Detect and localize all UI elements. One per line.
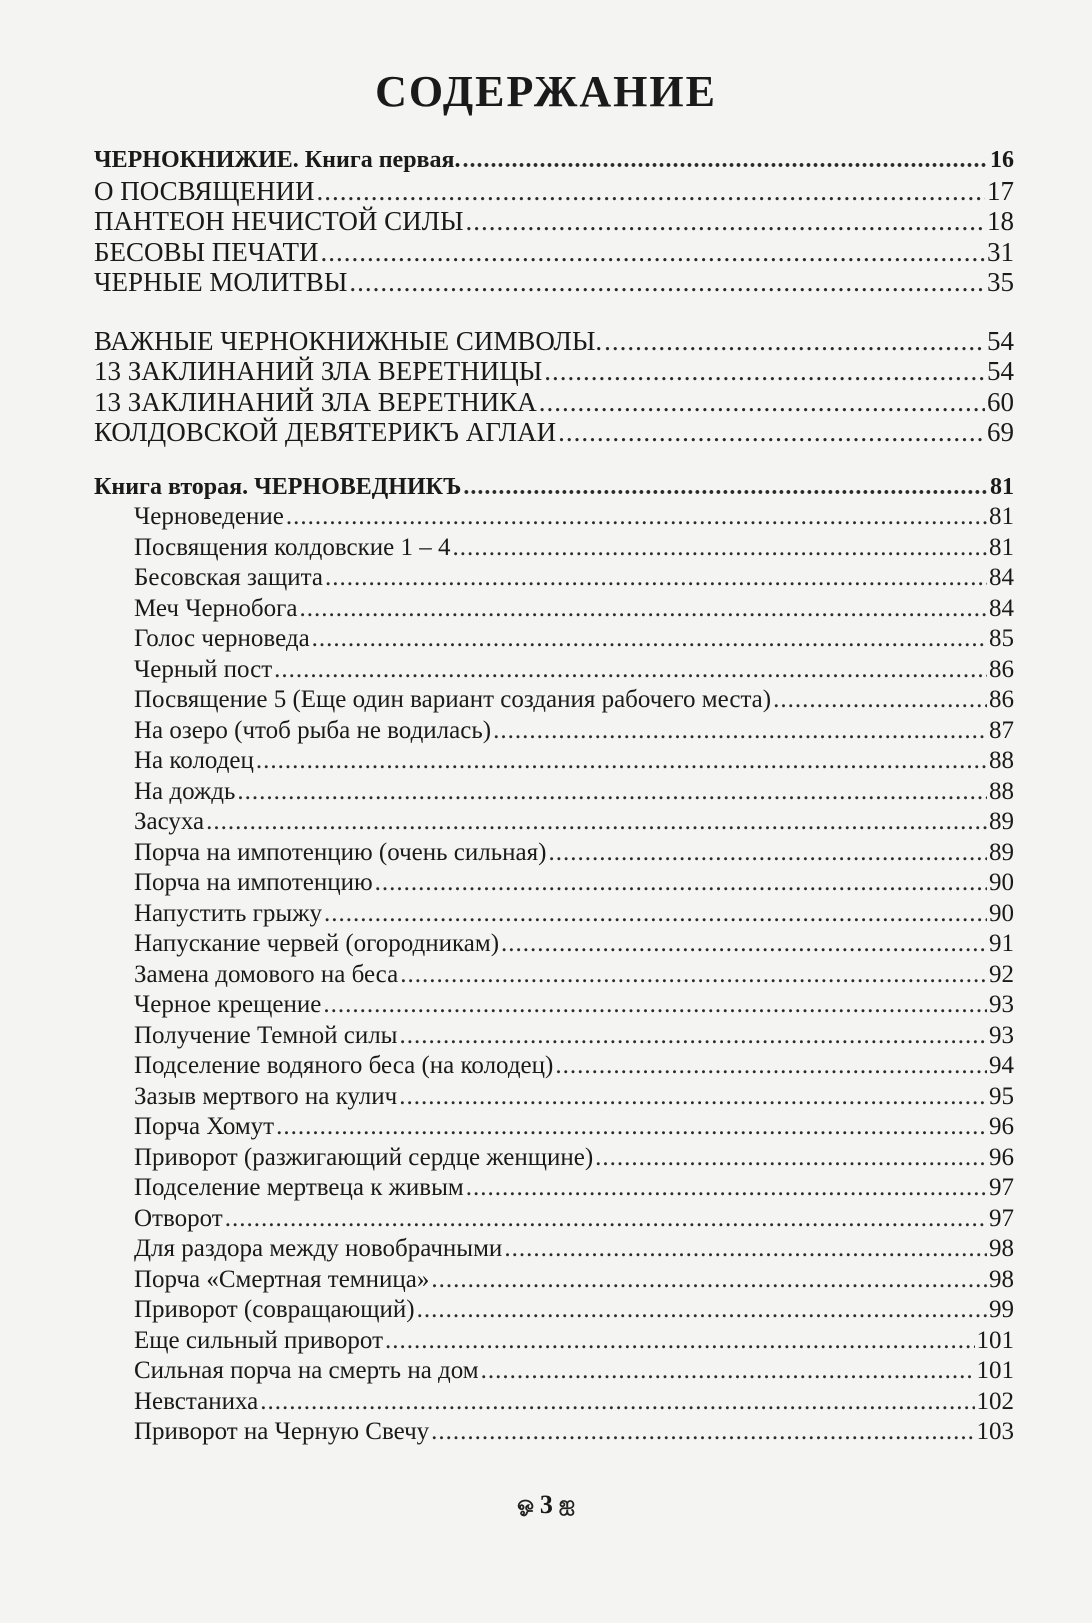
toc-entry-title: Черное крещение bbox=[134, 991, 322, 1018]
toc-entry-title: Получение Темной силы bbox=[134, 1021, 398, 1049]
toc-entry-page: 98 bbox=[989, 1235, 1014, 1262]
dot-leader bbox=[276, 1112, 987, 1143]
page-footer bbox=[0, 1490, 1092, 1520]
dot-leader bbox=[417, 1295, 987, 1326]
toc-entry-page: 81 bbox=[989, 533, 1014, 561]
toc-entry-title: 13 ЗАКЛИНАНИЙ ЗЛА ВЕРЕТНИЦЫ bbox=[94, 356, 543, 386]
toc-entry-page: 96 bbox=[989, 1113, 1014, 1140]
dot-leader bbox=[349, 267, 985, 298]
toc-entry-page: 31 bbox=[987, 236, 1014, 267]
toc-entry-page: 97 bbox=[989, 1204, 1014, 1232]
toc-entry bbox=[94, 807, 1014, 838]
toc-entry-title: Отворот bbox=[134, 1204, 223, 1232]
dot-leader bbox=[325, 563, 987, 594]
toc-entry-page: 85 bbox=[989, 625, 1014, 652]
toc-entry-page: 86 bbox=[989, 686, 1014, 713]
dot-leader bbox=[237, 777, 987, 808]
ornament-left-icon: ஓ bbox=[517, 1492, 534, 1515]
spacer bbox=[94, 298, 1014, 326]
toc-entry-title: Посвящение 5 (Еще один вариант создания рабочего места) bbox=[134, 686, 772, 713]
toc-entry-page: 16 bbox=[990, 147, 1014, 173]
toc-entry bbox=[94, 868, 1014, 899]
toc-entry-page: 86 bbox=[989, 655, 1014, 683]
toc-entry bbox=[94, 1417, 1014, 1448]
toc-entry-title: На дождь bbox=[134, 777, 236, 805]
toc-entry bbox=[94, 1173, 1014, 1204]
toc-entry-page: 84 bbox=[989, 594, 1014, 622]
toc-entry-title: Голос черноведа bbox=[134, 625, 310, 652]
toc-entry bbox=[94, 960, 1014, 991]
toc-entry-title: Порча Хомут bbox=[134, 1113, 275, 1140]
toc-entry-page: 96 bbox=[989, 1143, 1014, 1171]
toc-entry bbox=[94, 417, 1014, 448]
toc-entry-title: Невстаниха bbox=[134, 1387, 259, 1415]
toc-entry-title: Подселение мертвеца к живым bbox=[134, 1174, 464, 1201]
toc-entry-page: 99 bbox=[989, 1296, 1014, 1323]
dot-leader bbox=[323, 990, 987, 1021]
toc-entry-page: 97 bbox=[989, 1174, 1014, 1201]
toc-entry-page: 102 bbox=[976, 1387, 1014, 1415]
toc-entry-page: 81 bbox=[989, 503, 1014, 530]
toc-entry-page: 101 bbox=[976, 1357, 1014, 1384]
dot-leader bbox=[256, 746, 987, 777]
toc-entry-page: 98 bbox=[989, 1265, 1014, 1293]
toc-entry-page: 88 bbox=[989, 747, 1014, 774]
toc-entry bbox=[94, 176, 1014, 207]
spacer bbox=[94, 448, 1014, 472]
toc-entry-title: Засуха bbox=[134, 808, 205, 835]
dot-leader bbox=[324, 899, 987, 930]
toc-entry-page: 89 bbox=[989, 838, 1014, 866]
toc-entry-title: Напустить грыжу bbox=[134, 899, 323, 927]
toc-entry-title: ЧЕРНОКНИЖИЕ. Книга первая. bbox=[94, 147, 461, 173]
toc-entry-page: 35 bbox=[987, 267, 1014, 297]
toc-entry bbox=[94, 387, 1014, 418]
toc-entry-page: 88 bbox=[989, 777, 1014, 805]
dot-leader bbox=[493, 716, 987, 747]
toc-entry-page: 81 bbox=[990, 473, 1014, 500]
toc-entry-title: Приворот на Черную Свечу bbox=[134, 1418, 430, 1445]
toc-entry-page: 89 bbox=[989, 808, 1014, 835]
dot-leader bbox=[400, 960, 987, 991]
toc-entry bbox=[94, 624, 1014, 655]
dot-leader bbox=[399, 1021, 987, 1052]
toc-entry-page: 103 bbox=[976, 1418, 1014, 1445]
toc-entry bbox=[94, 1295, 1014, 1326]
toc-entry-title: Приворот (разжигающий сердце женщине) bbox=[134, 1143, 594, 1171]
toc-entry-title: ПАНТЕОН НЕЧИСТОЙ СИЛЫ bbox=[94, 206, 464, 236]
toc-entry bbox=[94, 594, 1014, 625]
toc-entry-title: Черный пост bbox=[134, 655, 273, 683]
toc-entry-title: КОЛДОВСКОЙ ДЕВЯТЕРИКЪ АГЛАИ bbox=[94, 417, 557, 447]
dot-leader bbox=[604, 326, 985, 357]
dot-leader bbox=[548, 838, 987, 869]
toc-entry-page: 54 bbox=[987, 325, 1014, 356]
toc-entry-page: 84 bbox=[989, 564, 1014, 591]
toc-entry-title: Бесовская защита bbox=[134, 564, 323, 591]
dot-leader bbox=[595, 1143, 987, 1174]
dot-leader bbox=[481, 1356, 975, 1387]
toc-entry-page: 93 bbox=[989, 1021, 1014, 1049]
dot-leader bbox=[225, 1204, 987, 1235]
toc-entry-page: 17 bbox=[987, 175, 1014, 206]
toc-entry-page: 94 bbox=[989, 1052, 1014, 1079]
dot-leader bbox=[544, 356, 985, 387]
dot-leader bbox=[399, 1082, 987, 1113]
toc-entry bbox=[94, 1387, 1014, 1418]
toc-part-header bbox=[94, 472, 1014, 503]
dot-leader bbox=[504, 1234, 987, 1265]
toc-entry-title: Книга вторая. ЧЕРНОВЕДНИКЪ bbox=[94, 473, 462, 500]
toc-entry-title: Сильная порча на смерть на дом bbox=[134, 1357, 479, 1384]
toc-entry bbox=[94, 502, 1014, 533]
dot-leader bbox=[300, 594, 988, 625]
toc-entry-title: ЧЕРНЫЕ МОЛИТВЫ bbox=[94, 267, 348, 297]
toc-entry bbox=[94, 1265, 1014, 1296]
dot-leader bbox=[260, 1387, 974, 1418]
toc-entry bbox=[94, 655, 1014, 686]
toc-entry-page: 91 bbox=[989, 930, 1014, 957]
toc-entry-page: 60 bbox=[987, 386, 1014, 417]
toc-entry-page: 93 bbox=[989, 991, 1014, 1018]
toc-entry-title: Приворот (совращающий) bbox=[134, 1296, 415, 1323]
dot-leader bbox=[206, 807, 987, 838]
toc-entry-page: 18 bbox=[987, 206, 1014, 236]
toc-entry bbox=[94, 1326, 1014, 1357]
toc-entry bbox=[94, 1143, 1014, 1174]
toc-entry bbox=[94, 206, 1014, 237]
toc-entry bbox=[94, 267, 1014, 298]
toc-entry-title: Подселение водяного беса (на колодец) bbox=[134, 1052, 554, 1079]
dot-leader bbox=[466, 1173, 987, 1204]
toc-entry-title: Черноведение bbox=[134, 503, 284, 530]
toc-entry bbox=[94, 1234, 1014, 1265]
toc-entry bbox=[94, 929, 1014, 960]
toc-entry-page: 101 bbox=[976, 1326, 1014, 1354]
toc-entry bbox=[94, 1204, 1014, 1235]
toc-entry-title: Порча на импотенцию (очень сильная) bbox=[134, 838, 547, 866]
toc-entry-title: ВАЖНЫЕ ЧЕРНОКНИЖНЫЕ СИМВОЛЫ. bbox=[94, 325, 603, 356]
toc-entry-title: БЕСОВЫ ПЕЧАТИ bbox=[94, 236, 319, 267]
page-title: СОДЕРЖАНИЕ bbox=[375, 67, 717, 116]
toc-entry-title: На озеро (чтоб рыба не водилась) bbox=[134, 716, 492, 744]
dot-leader bbox=[463, 145, 989, 176]
dot-leader bbox=[375, 868, 987, 899]
toc-entry-title: Для раздора между новобрачными bbox=[134, 1235, 503, 1262]
toc-entry-title: О ПОСВЯЩЕНИИ bbox=[94, 175, 315, 206]
dot-leader bbox=[501, 929, 987, 960]
toc-entry bbox=[94, 1356, 1014, 1387]
toc-entry bbox=[94, 1082, 1014, 1113]
toc-entry bbox=[94, 1051, 1014, 1082]
dot-leader bbox=[312, 624, 987, 655]
toc-entry bbox=[94, 899, 1014, 930]
dot-leader bbox=[286, 502, 987, 533]
toc-entry-page: 87 bbox=[989, 716, 1014, 744]
toc-entry-page: 69 bbox=[987, 417, 1014, 447]
dot-leader bbox=[452, 533, 987, 564]
toc-entry bbox=[94, 326, 1014, 357]
toc-entry-page: 90 bbox=[989, 869, 1014, 896]
dot-leader bbox=[539, 387, 985, 418]
toc-entry-title: Посвящения колдовские 1 – 4 bbox=[134, 533, 451, 561]
toc-entry bbox=[94, 990, 1014, 1021]
ornament-right-icon: ஐ bbox=[558, 1492, 575, 1515]
toc-entry-title: 13 ЗАКЛИНАНИЙ ЗЛА ВЕРЕТНИКА bbox=[94, 386, 537, 417]
toc-entry-page: 92 bbox=[989, 960, 1014, 988]
toc-entry-page: 90 bbox=[989, 899, 1014, 927]
toc-entry-title: Меч Чернобога bbox=[134, 594, 298, 622]
dot-leader bbox=[431, 1417, 974, 1448]
toc-entry-title: Замена домового на беса bbox=[134, 960, 399, 988]
dot-leader bbox=[316, 176, 985, 207]
toc-entry-title: Порча «Смертная темница» bbox=[134, 1265, 430, 1293]
dot-leader bbox=[463, 472, 988, 503]
toc-entry-title: Еще сильный приворот bbox=[134, 1326, 384, 1354]
page-number: 3 bbox=[539, 1490, 553, 1519]
dot-leader bbox=[385, 1326, 974, 1357]
toc-entry-page: 95 bbox=[989, 1082, 1014, 1110]
toc-entry bbox=[94, 716, 1014, 747]
toc-entry bbox=[94, 563, 1014, 594]
toc-entry-title: Напускание червей (огородникам) bbox=[134, 930, 500, 957]
toc-entry-title: На колодец bbox=[134, 747, 254, 774]
dot-leader bbox=[555, 1051, 987, 1082]
toc-entry bbox=[94, 685, 1014, 716]
toc-entry-page: 54 bbox=[987, 356, 1014, 386]
table-of-contents bbox=[94, 145, 1014, 1448]
toc-entry bbox=[94, 356, 1014, 387]
toc-part-header bbox=[94, 145, 1014, 176]
toc-entry bbox=[94, 838, 1014, 869]
toc-entry bbox=[94, 1021, 1014, 1052]
dot-leader bbox=[558, 417, 985, 448]
toc-entry bbox=[94, 533, 1014, 564]
dot-leader bbox=[773, 685, 987, 716]
dot-leader bbox=[320, 237, 985, 268]
toc-entry-title: Зазыв мертвого на кулич bbox=[134, 1082, 398, 1110]
toc-entry bbox=[94, 746, 1014, 777]
dot-leader bbox=[274, 655, 987, 686]
dot-leader bbox=[431, 1265, 987, 1296]
toc-entry bbox=[94, 1112, 1014, 1143]
toc-entry bbox=[94, 237, 1014, 268]
dot-leader bbox=[466, 206, 985, 237]
toc-entry bbox=[94, 777, 1014, 808]
toc-entry-title: Порча на импотенцию bbox=[134, 869, 373, 896]
